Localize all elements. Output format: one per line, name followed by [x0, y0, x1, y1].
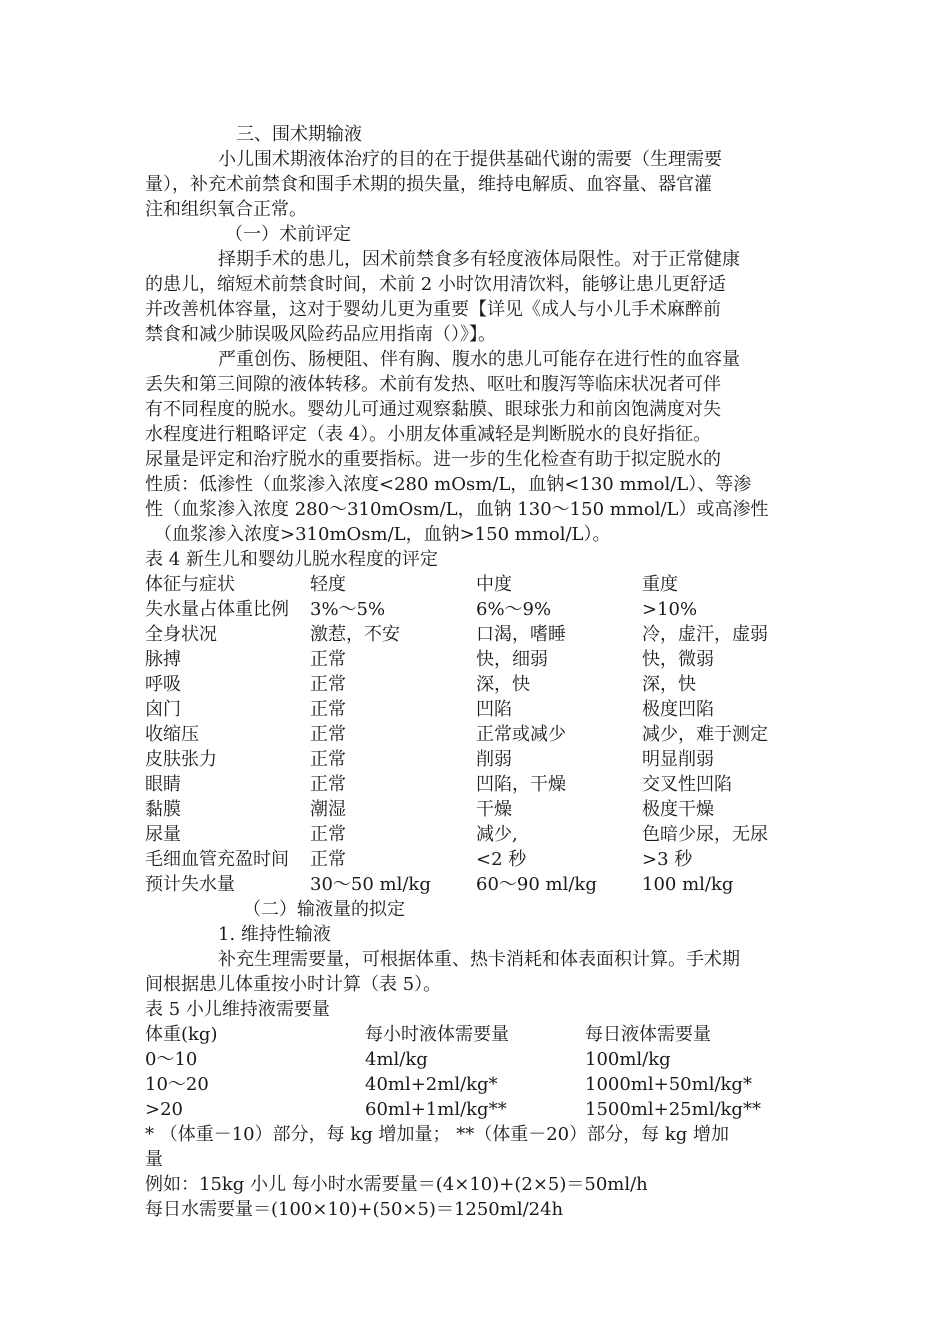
table-cell: 深，快	[642, 674, 696, 695]
table-cell: 100 ml/kg	[642, 874, 734, 895]
table-cell: 潮湿	[310, 799, 346, 820]
para2-line-8: （血浆渗入浓度>310mOsm/L，血钠>150 mmol/L）。	[154, 524, 611, 545]
example-line-2: 每日水需要量＝(100×10)+(50×5)＝1250ml/24h	[145, 1199, 564, 1220]
table-cell: 交叉性凹陷	[642, 774, 732, 795]
table-cell: 正常	[310, 674, 346, 695]
para2-line-3: 有不同程度的脱水。婴幼儿可通过观察黏膜、眼球张力和前囟饱满度对失	[145, 399, 721, 420]
para1-line-4: 禁食和减少肺误吸风险药品应用指南（）》】。	[145, 324, 496, 345]
example-line-1: 例如：15kg 小儿 每小时水需要量＝(4×10)+(2×5)＝50ml/h	[145, 1174, 648, 1195]
table-cell: 快，微弱	[642, 649, 714, 670]
para1-line-2: 的患儿，缩短术前禁食时间，术前 2 小时饮用清饮料，能够让患儿更舒适	[145, 274, 726, 295]
table-cell: 30～50 ml/kg	[310, 874, 431, 895]
table-cell: 1500ml+25ml/kg**	[585, 1099, 761, 1120]
table-cell: 黏膜	[145, 799, 181, 820]
para2-line-1: 严重创伤、肠梗阻、伴有胸、腹水的患儿可能存在进行性的血容量	[218, 349, 740, 370]
table-cell: 4ml/kg	[365, 1049, 428, 1070]
table4-header-cell: 重度	[642, 574, 678, 595]
subsection-title-1: （一）术前评定	[225, 224, 351, 245]
intro-line-1: 小儿围术期液体治疗的目的在于提供基础代谢的需要（生理需要	[218, 149, 722, 170]
table-cell: 40ml+2ml/kg*	[365, 1074, 498, 1095]
table-cell: 收缩压	[145, 724, 199, 745]
table-cell: 3%～5%	[310, 599, 386, 620]
table-cell: 6%～9%	[476, 599, 552, 620]
footnote-line-1: * （体重－10）部分，每 kg 增加量； **（体重－20）部分，每 kg 增加	[145, 1124, 729, 1145]
table-cell: 呼吸	[145, 674, 181, 695]
table-cell: 预计失水量	[145, 874, 235, 895]
table-cell: 皮肤张力	[145, 749, 217, 770]
table-cell: 正常	[310, 774, 346, 795]
para3-line-1: 补充生理需要量，可根据体重、热卡消耗和体表面积计算。手术期	[218, 949, 740, 970]
table-cell: 1000ml+50ml/kg*	[585, 1074, 752, 1095]
table-cell: 正常	[310, 849, 346, 870]
table4-header-cell: 轻度	[310, 574, 346, 595]
table-cell: 脉搏	[145, 649, 181, 670]
intro-line-3: 注和组织氧合正常。	[145, 199, 307, 220]
table-cell: 10～20	[145, 1074, 209, 1095]
para1-line-3: 并改善机体容量，这对于婴幼儿更为重要【详见《成人与小儿手术麻醉前	[145, 299, 721, 320]
table-cell: 凹陷，干燥	[476, 774, 566, 795]
table-cell: 正常	[310, 724, 346, 745]
table-cell: 深，快	[476, 674, 530, 695]
table-cell: >10%	[642, 599, 698, 620]
table4-header-cell: 体征与症状	[145, 574, 235, 595]
table-cell: 极度凹陷	[642, 699, 714, 720]
table5-header-cell: 体重(kg)	[145, 1024, 218, 1045]
table-cell: <2 秒	[476, 849, 527, 870]
subsection-item-1: 1. 维持性输液	[218, 924, 331, 945]
para2-line-5: 尿量是评定和治疗脱水的重要指标。进一步的生化检查有助于拟定脱水的	[145, 449, 721, 470]
table-cell: 失水量占体重比例	[145, 599, 289, 620]
table-cell: >20	[145, 1099, 183, 1120]
table-cell: 色暗少尿，无尿	[642, 824, 768, 845]
para2-line-2: 丢失和第三间隙的液体转移。术前有发热、呕吐和腹泻等临床状况者可伴	[145, 374, 721, 395]
table-cell: 全身状况	[145, 624, 217, 645]
para1-line-1: 择期手术的患儿，因术前禁食多有轻度液体局限性。对于正常健康	[218, 249, 740, 270]
table-cell: 减少，难于测定	[642, 724, 768, 745]
footnote-line-2: 量	[145, 1149, 163, 1170]
table-cell: 尿量	[145, 824, 181, 845]
table-cell: 0～10	[145, 1049, 198, 1070]
table-cell: 明显削弱	[642, 749, 714, 770]
para3-line-2: 间根据患儿体重按小时计算（表 5）。	[145, 974, 442, 995]
table5-caption: 表 5 小儿维持液需要量	[145, 999, 330, 1020]
table-cell: 正常或减少	[476, 724, 566, 745]
table-cell: 100ml/kg	[585, 1049, 671, 1070]
table-cell: 60ml+1ml/kg**	[365, 1099, 507, 1120]
table4-header-cell: 中度	[476, 574, 512, 595]
table-cell: >3 秒	[642, 849, 693, 870]
table-cell: 激惹，不安	[310, 624, 400, 645]
table-cell: 口渴，嗜睡	[476, 624, 566, 645]
table-cell: 冷，虚汗，虚弱	[642, 624, 768, 645]
table4-caption: 表 4 新生儿和婴幼儿脱水程度的评定	[145, 549, 438, 570]
table-cell: 毛细血管充盈时间	[145, 849, 289, 870]
table5-header-cell: 每小时液体需要量	[365, 1024, 509, 1045]
table-cell: 眼睛	[145, 774, 181, 795]
table-cell: 快，细弱	[476, 649, 548, 670]
subsection-title-2: （二）输液量的拟定	[243, 899, 405, 920]
table-cell: 凹陷	[476, 699, 512, 720]
table-cell: 削弱	[476, 749, 512, 770]
table-cell: 正常	[310, 824, 346, 845]
table-cell: 60～90 ml/kg	[476, 874, 597, 895]
intro-line-2: 量），补充术前禁食和围手术期的损失量，维持电解质、血容量、器官灌	[145, 174, 712, 195]
table5-header-cell: 每日液体需要量	[585, 1024, 711, 1045]
para2-line-4: 水程度进行粗略评定（表 4）。小朋友体重减轻是判断脱水的良好指征。	[145, 424, 712, 445]
para2-line-6: 性质：低渗性（血浆渗入浓度<280 mOsm/L，血钠<130 mmol/L）、等渗	[145, 474, 752, 495]
para2-line-7: 性（血浆渗入浓度 280～310mOsm/L，血钠 130～150 mmol/L）或高渗性	[145, 499, 769, 520]
table-cell: 极度干燥	[642, 799, 714, 820]
table-cell: 正常	[310, 699, 346, 720]
table-cell: 正常	[310, 649, 346, 670]
table-cell: 正常	[310, 749, 346, 770]
table-cell: 减少,	[476, 824, 518, 845]
table-cell: 囟门	[145, 699, 181, 720]
table-cell: 干燥	[476, 799, 512, 820]
section-title: 三、围术期输液	[236, 124, 362, 145]
